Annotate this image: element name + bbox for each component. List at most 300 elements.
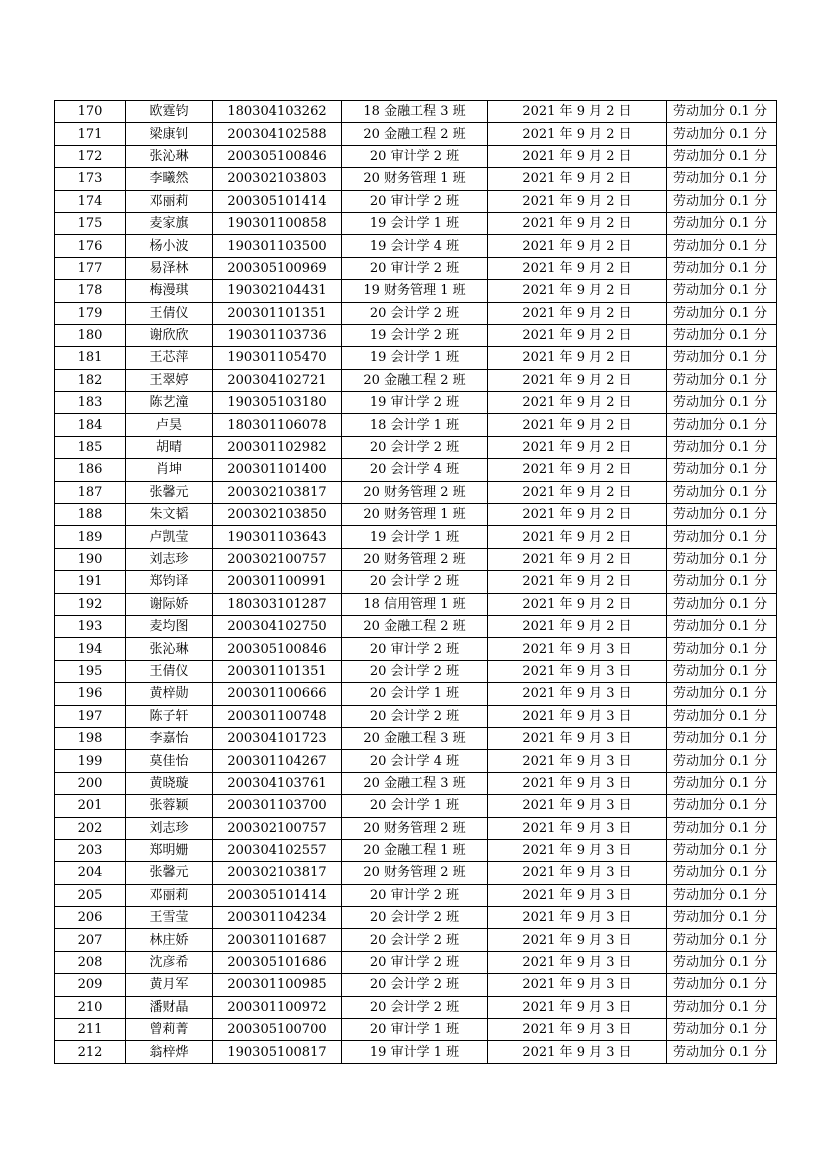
class-cell: 20 会计学 4 班 — [342, 750, 488, 772]
table-row — [55, 772, 777, 794]
row-number-cell: 208 — [55, 951, 126, 973]
row-number-cell: 205 — [55, 884, 126, 906]
row-number-cell: 174 — [55, 190, 126, 212]
student-id-cell: 200301100972 — [213, 996, 342, 1018]
note-cell: 劳动加分 0.1 分 — [667, 504, 777, 526]
row-number-cell: 180 — [55, 324, 126, 346]
name-cell: 谢际娇 — [126, 593, 213, 615]
row-number-cell: 183 — [55, 392, 126, 414]
note-cell: 劳动加分 0.1 分 — [667, 974, 777, 996]
note-cell: 劳动加分 0.1 分 — [667, 168, 777, 190]
name-cell: 王芯萍 — [126, 347, 213, 369]
student-id-cell: 180304103262 — [213, 101, 342, 123]
table-row — [55, 750, 777, 772]
date-cell: 2021 年 9 月 3 日 — [488, 727, 667, 749]
class-cell: 18 信用管理 1 班 — [342, 593, 488, 615]
student-id-cell: 200304102588 — [213, 123, 342, 145]
table-row — [55, 101, 777, 123]
note-cell: 劳动加分 0.1 分 — [667, 907, 777, 929]
date-cell: 2021 年 9 月 3 日 — [488, 884, 667, 906]
table-row — [55, 302, 777, 324]
row-number-cell: 176 — [55, 235, 126, 257]
class-cell: 20 财务管理 2 班 — [342, 548, 488, 570]
name-cell: 翁梓烨 — [126, 1041, 213, 1063]
table-row — [55, 996, 777, 1018]
student-id-cell: 200302103803 — [213, 168, 342, 190]
date-cell: 2021 年 9 月 2 日 — [488, 235, 667, 257]
note-cell: 劳动加分 0.1 分 — [667, 1041, 777, 1063]
name-cell: 张馨元 — [126, 862, 213, 884]
student-id-cell: 190305100817 — [213, 1041, 342, 1063]
date-cell: 2021 年 9 月 2 日 — [488, 504, 667, 526]
class-cell: 20 会计学 1 班 — [342, 795, 488, 817]
row-number-cell: 206 — [55, 907, 126, 929]
date-cell: 2021 年 9 月 2 日 — [488, 392, 667, 414]
name-cell: 王雪莹 — [126, 907, 213, 929]
table-row — [55, 347, 777, 369]
class-cell: 20 财务管理 2 班 — [342, 817, 488, 839]
note-cell: 劳动加分 0.1 分 — [667, 727, 777, 749]
name-cell: 李曦然 — [126, 168, 213, 190]
table-row — [55, 593, 777, 615]
table-row — [55, 615, 777, 637]
row-number-cell: 171 — [55, 123, 126, 145]
note-cell: 劳动加分 0.1 分 — [667, 750, 777, 772]
student-id-cell: 190301103736 — [213, 324, 342, 346]
date-cell: 2021 年 9 月 3 日 — [488, 974, 667, 996]
note-cell: 劳动加分 0.1 分 — [667, 951, 777, 973]
student-id-cell: 200304102557 — [213, 839, 342, 861]
date-cell: 2021 年 9 月 2 日 — [488, 615, 667, 637]
name-cell: 林庄娇 — [126, 929, 213, 951]
note-cell: 劳动加分 0.1 分 — [667, 862, 777, 884]
student-id-cell: 200301101351 — [213, 302, 342, 324]
row-number-cell: 185 — [55, 436, 126, 458]
class-cell: 19 审计学 1 班 — [342, 1041, 488, 1063]
student-id-cell: 200302103850 — [213, 504, 342, 526]
class-cell: 20 审计学 2 班 — [342, 145, 488, 167]
table-row — [55, 504, 777, 526]
row-number-cell: 203 — [55, 839, 126, 861]
student-id-cell: 200305100846 — [213, 145, 342, 167]
name-cell: 谢欣欣 — [126, 324, 213, 346]
name-cell: 王倩仪 — [126, 302, 213, 324]
name-cell: 邓丽莉 — [126, 190, 213, 212]
table-row — [55, 795, 777, 817]
class-cell: 20 审计学 2 班 — [342, 257, 488, 279]
class-cell: 20 会计学 2 班 — [342, 996, 488, 1018]
student-id-cell: 190302104431 — [213, 280, 342, 302]
note-cell: 劳动加分 0.1 分 — [667, 459, 777, 481]
note-cell: 劳动加分 0.1 分 — [667, 212, 777, 234]
note-cell: 劳动加分 0.1 分 — [667, 615, 777, 637]
student-id-cell: 200302100757 — [213, 548, 342, 570]
table-row — [55, 145, 777, 167]
date-cell: 2021 年 9 月 3 日 — [488, 907, 667, 929]
note-cell: 劳动加分 0.1 分 — [667, 526, 777, 548]
note-cell: 劳动加分 0.1 分 — [667, 996, 777, 1018]
name-cell: 沈彦希 — [126, 951, 213, 973]
row-number-cell: 211 — [55, 1019, 126, 1041]
date-cell: 2021 年 9 月 2 日 — [488, 414, 667, 436]
name-cell: 莫佳怡 — [126, 750, 213, 772]
student-id-cell: 190301103500 — [213, 235, 342, 257]
date-cell: 2021 年 9 月 2 日 — [488, 526, 667, 548]
student-id-cell: 200301104267 — [213, 750, 342, 772]
date-cell: 2021 年 9 月 3 日 — [488, 772, 667, 794]
row-number-cell: 184 — [55, 414, 126, 436]
class-cell: 19 会计学 1 班 — [342, 526, 488, 548]
class-cell: 20 财务管理 2 班 — [342, 481, 488, 503]
student-id-cell: 200301101400 — [213, 459, 342, 481]
date-cell: 2021 年 9 月 3 日 — [488, 1041, 667, 1063]
name-cell: 陈子轩 — [126, 705, 213, 727]
student-id-cell: 200302103817 — [213, 481, 342, 503]
note-cell: 劳动加分 0.1 分 — [667, 414, 777, 436]
class-cell: 18 会计学 1 班 — [342, 414, 488, 436]
row-number-cell: 178 — [55, 280, 126, 302]
date-cell: 2021 年 9 月 2 日 — [488, 459, 667, 481]
date-cell: 2021 年 9 月 3 日 — [488, 638, 667, 660]
note-cell: 劳动加分 0.1 分 — [667, 481, 777, 503]
date-cell: 2021 年 9 月 2 日 — [488, 548, 667, 570]
class-cell: 20 会计学 4 班 — [342, 459, 488, 481]
row-number-cell: 182 — [55, 369, 126, 391]
class-cell: 19 会计学 1 班 — [342, 212, 488, 234]
date-cell: 2021 年 9 月 3 日 — [488, 795, 667, 817]
student-id-cell: 200301101351 — [213, 660, 342, 682]
table-row — [55, 727, 777, 749]
table-row — [55, 369, 777, 391]
note-cell: 劳动加分 0.1 分 — [667, 638, 777, 660]
student-id-cell: 200305100969 — [213, 257, 342, 279]
student-id-cell: 200305100700 — [213, 1019, 342, 1041]
note-cell: 劳动加分 0.1 分 — [667, 683, 777, 705]
student-id-cell: 200301100991 — [213, 571, 342, 593]
table-row — [55, 481, 777, 503]
class-cell: 20 会计学 2 班 — [342, 907, 488, 929]
table-row — [55, 817, 777, 839]
class-cell: 20 审计学 2 班 — [342, 190, 488, 212]
records-table — [54, 100, 777, 1064]
class-cell: 20 金融工程 2 班 — [342, 615, 488, 637]
class-cell: 19 财务管理 1 班 — [342, 280, 488, 302]
student-id-cell: 200304103761 — [213, 772, 342, 794]
date-cell: 2021 年 9 月 3 日 — [488, 683, 667, 705]
student-id-cell: 190305103180 — [213, 392, 342, 414]
note-cell: 劳动加分 0.1 分 — [667, 436, 777, 458]
row-number-cell: 170 — [55, 101, 126, 123]
note-cell: 劳动加分 0.1 分 — [667, 101, 777, 123]
date-cell: 2021 年 9 月 3 日 — [488, 929, 667, 951]
table-row — [55, 526, 777, 548]
class-cell: 20 金融工程 2 班 — [342, 123, 488, 145]
table-row — [55, 705, 777, 727]
name-cell: 陈艺潼 — [126, 392, 213, 414]
student-id-cell: 200304102750 — [213, 615, 342, 637]
note-cell: 劳动加分 0.1 分 — [667, 280, 777, 302]
name-cell: 梁康钊 — [126, 123, 213, 145]
name-cell: 郑钧译 — [126, 571, 213, 593]
name-cell: 肖坤 — [126, 459, 213, 481]
table-row — [55, 1041, 777, 1063]
row-number-cell: 189 — [55, 526, 126, 548]
student-id-cell: 200302100757 — [213, 817, 342, 839]
name-cell: 麦家旗 — [126, 212, 213, 234]
note-cell: 劳动加分 0.1 分 — [667, 190, 777, 212]
table-row — [55, 168, 777, 190]
row-number-cell: 186 — [55, 459, 126, 481]
student-id-cell: 200301101687 — [213, 929, 342, 951]
table-row — [55, 324, 777, 346]
row-number-cell: 181 — [55, 347, 126, 369]
student-id-cell: 200301102982 — [213, 436, 342, 458]
class-cell: 20 会计学 2 班 — [342, 974, 488, 996]
row-number-cell: 188 — [55, 504, 126, 526]
class-cell: 20 财务管理 1 班 — [342, 168, 488, 190]
name-cell: 杨小波 — [126, 235, 213, 257]
table-row — [55, 951, 777, 973]
row-number-cell: 199 — [55, 750, 126, 772]
class-cell: 20 审计学 2 班 — [342, 951, 488, 973]
class-cell: 20 金融工程 1 班 — [342, 839, 488, 861]
table-row — [55, 280, 777, 302]
note-cell: 劳动加分 0.1 分 — [667, 392, 777, 414]
table-row — [55, 638, 777, 660]
table-row — [55, 862, 777, 884]
class-cell: 20 会计学 2 班 — [342, 571, 488, 593]
name-cell: 黄梓勋 — [126, 683, 213, 705]
name-cell: 王倩仪 — [126, 660, 213, 682]
note-cell: 劳动加分 0.1 分 — [667, 817, 777, 839]
name-cell: 麦均图 — [126, 615, 213, 637]
row-number-cell: 210 — [55, 996, 126, 1018]
date-cell: 2021 年 9 月 2 日 — [488, 324, 667, 346]
student-id-cell: 200301104234 — [213, 907, 342, 929]
name-cell: 刘志珍 — [126, 817, 213, 839]
row-number-cell: 193 — [55, 615, 126, 637]
records-table-body — [55, 101, 777, 1064]
name-cell: 胡晴 — [126, 436, 213, 458]
name-cell: 潘财晶 — [126, 996, 213, 1018]
table-row — [55, 839, 777, 861]
class-cell: 20 会计学 1 班 — [342, 683, 488, 705]
student-id-cell: 200304101723 — [213, 727, 342, 749]
note-cell: 劳动加分 0.1 分 — [667, 369, 777, 391]
table-row — [55, 257, 777, 279]
row-number-cell: 212 — [55, 1041, 126, 1063]
name-cell: 张蓉颖 — [126, 795, 213, 817]
name-cell: 张沁琳 — [126, 145, 213, 167]
class-cell: 20 财务管理 2 班 — [342, 862, 488, 884]
row-number-cell: 187 — [55, 481, 126, 503]
date-cell: 2021 年 9 月 2 日 — [488, 481, 667, 503]
date-cell: 2021 年 9 月 2 日 — [488, 212, 667, 234]
row-number-cell: 196 — [55, 683, 126, 705]
note-cell: 劳动加分 0.1 分 — [667, 660, 777, 682]
row-number-cell: 200 — [55, 772, 126, 794]
class-cell: 20 审计学 2 班 — [342, 884, 488, 906]
student-id-cell: 200301100985 — [213, 974, 342, 996]
class-cell: 19 审计学 2 班 — [342, 392, 488, 414]
table-row — [55, 212, 777, 234]
table-row — [55, 929, 777, 951]
name-cell: 邓丽莉 — [126, 884, 213, 906]
student-id-cell: 200301103700 — [213, 795, 342, 817]
table-row — [55, 459, 777, 481]
class-cell: 20 会计学 2 班 — [342, 436, 488, 458]
class-cell: 20 金融工程 3 班 — [342, 727, 488, 749]
student-id-cell: 190301103643 — [213, 526, 342, 548]
note-cell: 劳动加分 0.1 分 — [667, 257, 777, 279]
name-cell: 郑明姗 — [126, 839, 213, 861]
note-cell: 劳动加分 0.1 分 — [667, 235, 777, 257]
name-cell: 王翠婷 — [126, 369, 213, 391]
student-id-cell: 190301105470 — [213, 347, 342, 369]
name-cell: 梅漫琪 — [126, 280, 213, 302]
row-number-cell: 191 — [55, 571, 126, 593]
note-cell: 劳动加分 0.1 分 — [667, 839, 777, 861]
note-cell: 劳动加分 0.1 分 — [667, 347, 777, 369]
student-id-cell: 180303101287 — [213, 593, 342, 615]
class-cell: 20 会计学 2 班 — [342, 929, 488, 951]
table-row — [55, 884, 777, 906]
row-number-cell: 202 — [55, 817, 126, 839]
row-number-cell: 172 — [55, 145, 126, 167]
table-row — [55, 123, 777, 145]
date-cell: 2021 年 9 月 2 日 — [488, 302, 667, 324]
class-cell: 19 会计学 2 班 — [342, 324, 488, 346]
class-cell: 19 会计学 1 班 — [342, 347, 488, 369]
row-number-cell: 207 — [55, 929, 126, 951]
row-number-cell: 204 — [55, 862, 126, 884]
note-cell: 劳动加分 0.1 分 — [667, 884, 777, 906]
date-cell: 2021 年 9 月 3 日 — [488, 750, 667, 772]
date-cell: 2021 年 9 月 2 日 — [488, 257, 667, 279]
student-id-cell: 180301106078 — [213, 414, 342, 436]
table-row — [55, 436, 777, 458]
table-row — [55, 660, 777, 682]
note-cell: 劳动加分 0.1 分 — [667, 324, 777, 346]
row-number-cell: 209 — [55, 974, 126, 996]
row-number-cell: 179 — [55, 302, 126, 324]
name-cell: 欧霆钧 — [126, 101, 213, 123]
note-cell: 劳动加分 0.1 分 — [667, 929, 777, 951]
note-cell: 劳动加分 0.1 分 — [667, 302, 777, 324]
date-cell: 2021 年 9 月 2 日 — [488, 168, 667, 190]
name-cell: 卢凯莹 — [126, 526, 213, 548]
class-cell: 20 财务管理 1 班 — [342, 504, 488, 526]
row-number-cell: 194 — [55, 638, 126, 660]
table-row — [55, 235, 777, 257]
date-cell: 2021 年 9 月 3 日 — [488, 862, 667, 884]
row-number-cell: 192 — [55, 593, 126, 615]
date-cell: 2021 年 9 月 2 日 — [488, 436, 667, 458]
table-row — [55, 392, 777, 414]
name-cell: 张馨元 — [126, 481, 213, 503]
table-row — [55, 571, 777, 593]
name-cell: 李嘉怡 — [126, 727, 213, 749]
table-row — [55, 414, 777, 436]
date-cell: 2021 年 9 月 2 日 — [488, 280, 667, 302]
date-cell: 2021 年 9 月 2 日 — [488, 347, 667, 369]
student-id-cell: 200304102721 — [213, 369, 342, 391]
note-cell: 劳动加分 0.1 分 — [667, 795, 777, 817]
note-cell: 劳动加分 0.1 分 — [667, 705, 777, 727]
name-cell: 曾莉菁 — [126, 1019, 213, 1041]
date-cell: 2021 年 9 月 2 日 — [488, 145, 667, 167]
name-cell: 刘志珍 — [126, 548, 213, 570]
date-cell: 2021 年 9 月 2 日 — [488, 571, 667, 593]
name-cell: 易泽林 — [126, 257, 213, 279]
row-number-cell: 197 — [55, 705, 126, 727]
date-cell: 2021 年 9 月 2 日 — [488, 101, 667, 123]
class-cell: 18 金融工程 3 班 — [342, 101, 488, 123]
note-cell: 劳动加分 0.1 分 — [667, 1019, 777, 1041]
row-number-cell: 195 — [55, 660, 126, 682]
date-cell: 2021 年 9 月 3 日 — [488, 951, 667, 973]
date-cell: 2021 年 9 月 2 日 — [488, 593, 667, 615]
date-cell: 2021 年 9 月 3 日 — [488, 817, 667, 839]
table-row — [55, 1019, 777, 1041]
note-cell: 劳动加分 0.1 分 — [667, 772, 777, 794]
class-cell: 20 金融工程 3 班 — [342, 772, 488, 794]
student-id-cell: 200305101414 — [213, 190, 342, 212]
note-cell: 劳动加分 0.1 分 — [667, 145, 777, 167]
date-cell: 2021 年 9 月 3 日 — [488, 705, 667, 727]
student-id-cell: 200305101686 — [213, 951, 342, 973]
class-cell: 19 会计学 4 班 — [342, 235, 488, 257]
date-cell: 2021 年 9 月 3 日 — [488, 996, 667, 1018]
row-number-cell: 190 — [55, 548, 126, 570]
class-cell: 20 审计学 2 班 — [342, 638, 488, 660]
table-row — [55, 974, 777, 996]
date-cell: 2021 年 9 月 2 日 — [488, 369, 667, 391]
table-row — [55, 548, 777, 570]
name-cell: 黄晓璇 — [126, 772, 213, 794]
name-cell: 张沁琳 — [126, 638, 213, 660]
class-cell: 20 会计学 2 班 — [342, 660, 488, 682]
note-cell: 劳动加分 0.1 分 — [667, 123, 777, 145]
row-number-cell: 173 — [55, 168, 126, 190]
date-cell: 2021 年 9 月 2 日 — [488, 190, 667, 212]
class-cell: 20 审计学 1 班 — [342, 1019, 488, 1041]
class-cell: 20 会计学 2 班 — [342, 705, 488, 727]
date-cell: 2021 年 9 月 3 日 — [488, 1019, 667, 1041]
name-cell: 朱文韬 — [126, 504, 213, 526]
student-id-cell: 200301100748 — [213, 705, 342, 727]
date-cell: 2021 年 9 月 3 日 — [488, 660, 667, 682]
date-cell: 2021 年 9 月 3 日 — [488, 839, 667, 861]
student-id-cell: 190301100858 — [213, 212, 342, 234]
class-cell: 20 会计学 2 班 — [342, 302, 488, 324]
table-row — [55, 683, 777, 705]
date-cell: 2021 年 9 月 2 日 — [488, 123, 667, 145]
table-row — [55, 907, 777, 929]
student-id-cell: 200305101414 — [213, 884, 342, 906]
row-number-cell: 201 — [55, 795, 126, 817]
name-cell: 卢昊 — [126, 414, 213, 436]
row-number-cell: 175 — [55, 212, 126, 234]
table-row — [55, 190, 777, 212]
note-cell: 劳动加分 0.1 分 — [667, 571, 777, 593]
note-cell: 劳动加分 0.1 分 — [667, 548, 777, 570]
row-number-cell: 177 — [55, 257, 126, 279]
student-id-cell: 200301100666 — [213, 683, 342, 705]
class-cell: 20 金融工程 2 班 — [342, 369, 488, 391]
row-number-cell: 198 — [55, 727, 126, 749]
note-cell: 劳动加分 0.1 分 — [667, 593, 777, 615]
